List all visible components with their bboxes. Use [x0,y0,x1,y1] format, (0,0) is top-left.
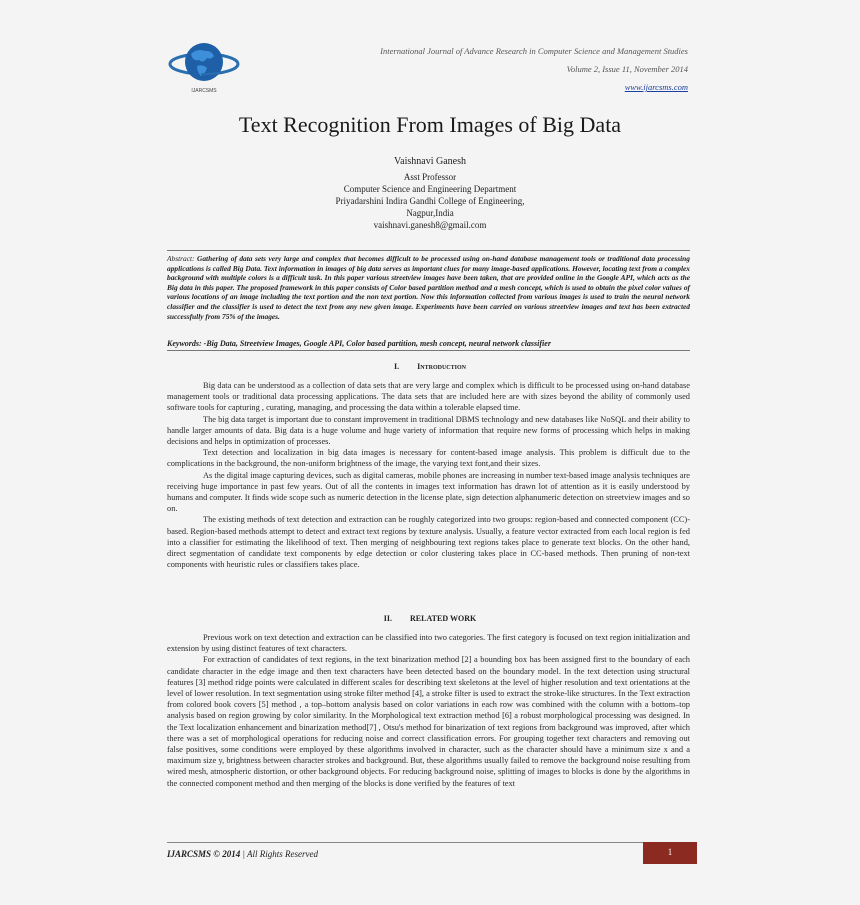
paper-title: Text Recognition From Images of Big Data [238,112,622,137]
paragraph: The big data target is important due to constant improvement in traditional DBMS technology and new databases like NoSQL and their ability to handle larger amounts of data. Big data is a huge volume and huge variety of information that require new forms of processing which helps in making decisions and helps in optimization of processes. [167,414,690,447]
abstract-top-rule [167,250,690,251]
journal-header [380,42,688,96]
section-heading-introduction [0,362,860,371]
keywords-text: -Big Data, Streetview Images, Google API, Color based partition, mesh concept, neural network classifier [201,339,551,348]
keywords [167,339,690,348]
author-name: Vaishnavi Ganesh [394,156,466,167]
journal-logo-icon [167,38,241,96]
abstract-bottom-rule [167,350,690,351]
section-title: RELATED WORK [410,614,477,623]
paragraph: Text detection and localization in big data images is necessary for content-based image analysis. This problem is difficult due to the complications in the background, the non-uniform brightness of the image, the varying text font,and their sizes. [167,448,690,469]
section-heading-related-work [0,614,860,623]
footer-rights: | All Rights Reserved [240,849,319,859]
journal-volume: Volume 2, Issue 11, November 2014 [566,64,688,74]
keywords-label: Keywords: [167,339,202,348]
page-number-badge: 1 [643,842,697,864]
author-college: Priyadarshini Indira Gandhi College of Engineering, [335,196,525,206]
section-title: Introduction [417,362,466,371]
abstract-text: Gathering of data sets very large and complex that becomes difficult to be processed using on-hand database management tools or traditional data processing applications is called Big Data. Text information in images of big data serves as important clues for many image-based applications. However, locating text from a complex background with multiple colors is a difficult task. In this paper various streetview images have been taken, that are provided online in the Google API, which acts as the Big data in this paper. The proposed framework in this paper consists of Color based partition method and a mesh concept, which is used to obtain the pixel color values of various locations of an image including the text portion and the non text portion. Now this information collected from various images is used to train the neural network classifier and the classifier is used to detect the text from any new given image. Experiments have been carried on various streetview images and text has been extracted successfully from 75% of the images. [167,254,690,321]
paragraph: Previous work on text detection and extraction can be classified into two categories. The first category is focused on text region initialization and extension by using distinct features of text characters. [167,633,690,654]
author-department: Computer Science and Engineering Department [343,184,517,194]
author-city: Nagpur,India [406,208,454,218]
section-number: I. [394,362,400,371]
paragraph: As the digital image capturing devices, such as digital cameras, mobile phones are increasing in number text-based image analysis techniques are receiving huge importance in past few years. Out of all the contents in images text information has drawn lot of attention as it is easily understood by humans and computer. It finds wide scope such as numeric detection in the license plate, sign detection alphanumeric detection on streetview images and so on. [167,470,690,514]
footer-copyright [167,849,318,859]
journal-name: International Journal of Advance Research in Computer Science and Management Studies [380,46,688,56]
author-block [0,156,860,231]
abstract-label: Abstract: [167,254,195,263]
paragraph: For extraction of candidates of text regions, in the text binarization method [2] a bounding box has been assigned first to the boundary of each candidate character in the edge image and then text characters have been detected based on the boundary model. In the text detection using structural features [3] method ridge points were calculated in different scales for describing text skeletons at the level of higher resolution and text orientations at the level of lower resolution. In text segmentation using stroke filter method [4], a stroke filter is used to extract the stroke-like structures. In the Text extraction from colored book covers [5] method , a top–bottom analysis based on color variations in each row was combined with the column with a bottom–top analysis based on region growing by color similarity. In the Morphological text extraction method [6] a robust morphological processing was designed. In the Text localization enhancement and binarization method[7] , Otsu's method for binarization of text regions from background was improved, after which there was a set of morphological operations for reducing noise and correct classification errors. For grouping together text characters and removing out false positives, some conditions were employed by these algorithms involved in character, such as the character should have a minimum size x and a maximum size y, brightness between character strokes and background. But, these algorithms usually failed to remove the background noise resulting from wired mesh, atmospheric distortion, or other background objects. For reducing background noise, splitting of images to blocks is done by the algorithms in the connected component method and then merging of the blocks is done verified by the features of text [167,655,691,788]
paragraph: The existing methods of text detection and extraction can be roughly categorized into two groups: region-based and connected component (CC)-based. Region-based methods attempt to detect and extract text regions by texture analysis. Usually, a feature vector extracted from each local region is fed into a classifier for estimating the likelihood of text. Then merging of neighbouring text regions takes place to generate text blocks. On the other hand, direct segmentation of candidate text components by edge detection or color clustering takes place in CC-based methods. Then pruning of non-text components with heuristic rules or classifiers takes place. [167,515,690,570]
footer-brand: IJARCSMS © 2014 [167,849,241,859]
author-email: vaishnavi.ganesh8@gmail.com [373,220,487,230]
logo-text: IJARCSMS [191,88,217,94]
section-number: II. [383,614,393,623]
paragraph: Big data can be understood as a collection of data sets that are very large and complex which is difficult to be processed using on-hand database management tools or traditional data processing applications. The data sets that are included here are with sizes beyond the ability of commonly used software tools for capturing , curating, managing, and processing the data within a tolerable elapsed time. [167,381,690,413]
author-position: Asst Professor [403,172,457,182]
footer-rule [167,842,697,843]
related-work-body [167,632,690,789]
abstract [167,254,690,321]
introduction-body [167,380,690,570]
journal-url-link[interactable]: www.ijarcsms.com [624,82,688,92]
